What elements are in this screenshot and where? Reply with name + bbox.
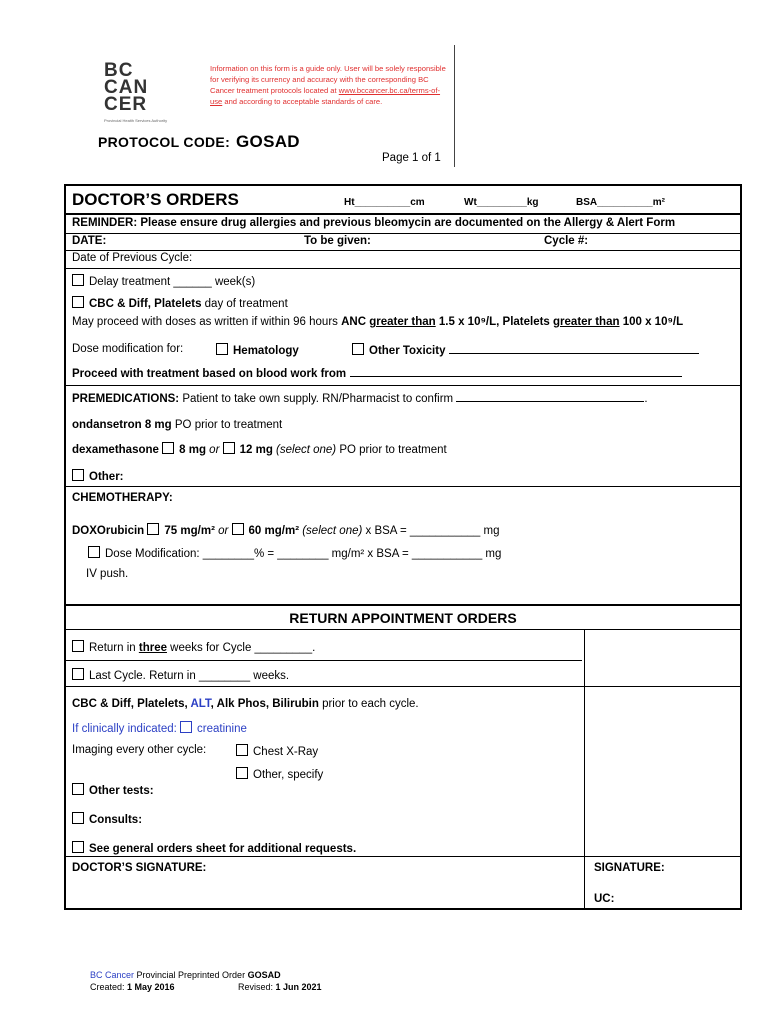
to-be-given-label[interactable]: To be given: (304, 235, 371, 247)
return-appointment-heading: RETURN APPOINTMENT ORDERS (289, 610, 517, 626)
consults-option[interactable]: Consults: (72, 812, 142, 826)
footer-revised: Revised: 1 Jun 2021 (238, 982, 322, 992)
page-number: Page 1 of 1 (382, 152, 441, 164)
imaging-other-option[interactable]: Other, specify (236, 767, 323, 781)
footer-order-line: BC Cancer Provincial Preprinted Order GOSAD (90, 970, 281, 980)
bsa-field[interactable]: BSA__________m² (576, 197, 665, 208)
doctors-orders-form (64, 184, 742, 910)
cycle-number-label[interactable]: Cycle #: (544, 235, 589, 247)
other-tests-checkbox[interactable] (72, 783, 84, 795)
logo-line-3: CER (104, 94, 148, 115)
proceed-bloodwork[interactable]: Proceed with treatment based on blood work from (72, 368, 682, 380)
dose-modification-line[interactable]: Dose Modification: ________% = ________ mg/m² x BSA = ___________ mg (88, 546, 501, 560)
protocol-code: GOSAD (236, 132, 300, 151)
imaging-label: Imaging every other cycle: (72, 744, 207, 756)
bc-cancer-logo (104, 62, 148, 113)
dexamethasone-line[interactable]: dexamethasone 8 mg or 12 mg (select one) PO prior to treatment (72, 444, 447, 456)
header-divider (454, 45, 455, 167)
previous-cycle-label[interactable]: Date of Previous Cycle: (72, 252, 193, 264)
creatinine-option[interactable]: If clinically indicated: creatinine (72, 723, 247, 735)
proceed-criteria: May proceed with doses as written if within 96 hours ANC greater than 1.5 x 10⁹/L, Platelets greater than 100 x 10⁹/L (72, 316, 684, 328)
chest-xray-option[interactable]: Chest X-Ray (236, 744, 318, 758)
logo-line-1: BC (104, 60, 134, 81)
doxorubicin-line[interactable]: DOXOrubicin 75 mg/m² or 60 mg/m² (select one) x BSA = ___________ mg (72, 525, 500, 537)
signature-field[interactable]: SIGNATURE: (594, 862, 665, 874)
chest-xray-checkbox[interactable] (236, 744, 248, 756)
form-title: DOCTOR’S ORDERS (72, 190, 239, 209)
date-label[interactable]: DATE: (72, 235, 107, 247)
labs-line: CBC & Diff, Platelets, ALT, Alk Phos, Bilirubin prior to each cycle. (72, 698, 419, 710)
other-toxicity-checkbox[interactable] (352, 343, 364, 355)
height-field[interactable]: Ht__________cm (344, 197, 425, 208)
delay-checkbox[interactable] (72, 274, 84, 286)
premedications[interactable]: PREMEDICATIONS: Patient to take own supply. RN/Pharmacist to confirm . (72, 393, 648, 405)
general-orders-checkbox[interactable] (72, 841, 84, 853)
return-in-option[interactable]: Return in three weeks for Cycle _________. (72, 640, 315, 654)
premed-other-checkbox[interactable] (72, 469, 84, 481)
dexa-12mg-checkbox[interactable] (223, 442, 235, 454)
doxo-60-checkbox[interactable] (232, 523, 244, 535)
logo-subtitle: Provincial Health Services Authority (104, 118, 168, 123)
iv-push: IV push. (86, 568, 129, 580)
other-tests-option[interactable]: Other tests: (72, 783, 154, 797)
cbc-option[interactable]: CBC & Diff, Platelets day of treatment (72, 296, 288, 310)
hematology-checkbox[interactable] (216, 343, 228, 355)
logo-line-2: CAN (104, 77, 149, 98)
disclaimer-text: Information on this form is a guide only. User will be solely responsible for verifying its currency and accuracy with the corresponding BC Cancer treatment protocols located at (210, 64, 446, 95)
ondansetron-line: ondansetron 8 mg PO prior to treatment (72, 419, 283, 431)
general-orders-option[interactable]: See general orders sheet for additional requests. (72, 841, 356, 855)
last-cycle-option[interactable]: Last Cycle. Return in ________ weeks. (72, 668, 289, 682)
weight-field[interactable]: Wt_________kg (464, 197, 539, 208)
last-cycle-checkbox[interactable] (72, 668, 84, 680)
disclaimer-tail: and according to acceptable standards of care. (222, 97, 383, 106)
doctors-signature-field[interactable]: DOCTOR’S SIGNATURE: (72, 862, 207, 874)
doxo-75-checkbox[interactable] (147, 523, 159, 535)
hematology-option[interactable]: Hematology (216, 343, 299, 357)
other-toxicity-option[interactable]: Other Toxicity (352, 343, 699, 357)
chemotherapy-heading: CHEMOTHERAPY: (72, 492, 173, 504)
dose-modification-checkbox[interactable] (88, 546, 100, 558)
dexa-8mg-checkbox[interactable] (162, 442, 174, 454)
cbc-checkbox[interactable] (72, 296, 84, 308)
return-in-checkbox[interactable] (72, 640, 84, 652)
delay-treatment-option[interactable]: Delay treatment ______ week(s) (72, 274, 255, 288)
reminder: REMINDER: Please ensure drug allergies and previous bleomycin are documented on the Allergy & Alert Form (72, 217, 676, 229)
protocol-code-heading (98, 132, 300, 152)
disclaimer (210, 63, 450, 107)
dose-modification-for: Dose modification for: (72, 343, 184, 355)
creatinine-checkbox[interactable] (180, 721, 192, 733)
footer-created: Created: 1 May 2016 (90, 982, 175, 992)
imaging-other-checkbox[interactable] (236, 767, 248, 779)
uc-field[interactable]: UC: (594, 893, 615, 905)
consults-checkbox[interactable] (72, 812, 84, 824)
premed-other-option[interactable]: Other: (72, 469, 124, 483)
terms-link[interactable]: www.bccancer.bc.ca/terms-of-use (210, 86, 441, 106)
protocol-label: PROTOCOL CODE: (98, 134, 231, 150)
